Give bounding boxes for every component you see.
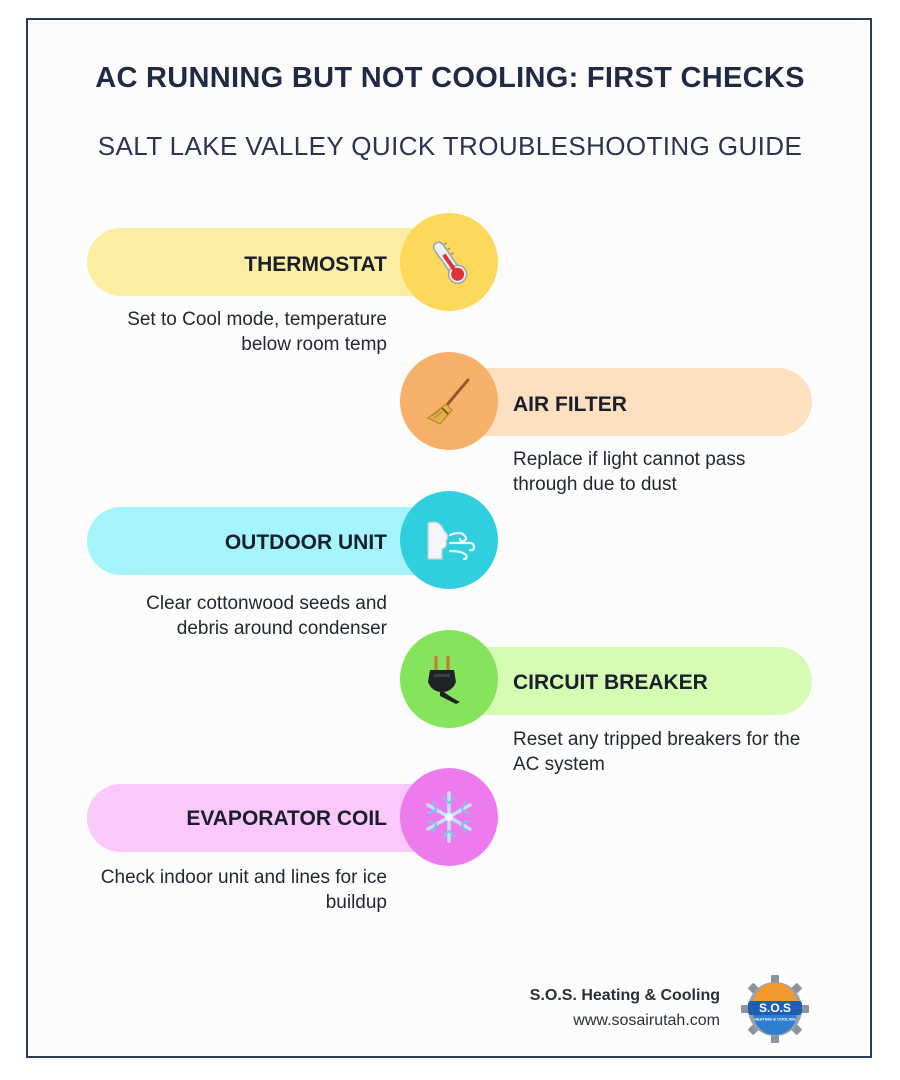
- snowflake-icon: [421, 789, 477, 845]
- svg-text:S.O.S: S.O.S: [758, 1001, 792, 1015]
- step-outdoor-unit-description: Clear cottonwood seeds and debris around condenser: [146, 593, 387, 639]
- svg-text:HEATING & COOLING: HEATING & COOLING: [754, 1016, 796, 1022]
- step-evaporator-coil-label: EVAPORATOR COIL: [186, 807, 387, 830]
- step-thermostat-circle: [400, 213, 498, 311]
- thermometer-icon: [422, 235, 476, 289]
- step-evaporator-coil-description: Check indoor unit and lines for ice buildup: [100, 867, 387, 913]
- step-air-filter-label: AIR FILTER: [513, 393, 627, 416]
- step-circuit-breaker-label: CIRCUIT BREAKER: [513, 671, 708, 694]
- step-thermostat-label: THERMOSTAT: [244, 253, 387, 276]
- step-thermostat-description: Set to Cool mode, temperature below room temp: [127, 309, 387, 355]
- step-outdoor-unit-label: OUTDOOR UNIT: [224, 531, 387, 554]
- step-outdoor-unit-circle: [400, 491, 498, 589]
- page-title: AC RUNNING BUT NOT COOLING: FIRST CHECKS: [95, 62, 805, 94]
- step-air-filter-description: Replace if light cannot pass through due to dust: [513, 449, 746, 495]
- step-circuit-breaker-description: Reset any tripped breakers for the AC system: [513, 729, 801, 775]
- footer-website-link[interactable]: www.sosairutah.com: [573, 1012, 720, 1029]
- broom-icon: [422, 374, 476, 428]
- wind-face-icon: [420, 513, 478, 567]
- step-evaporator-coil-circle: [400, 768, 498, 866]
- step-air-filter-circle: [400, 352, 498, 450]
- footer-company-name: S.O.S. Heating & Cooling: [529, 987, 720, 1004]
- page-subtitle: SALT LAKE VALLEY QUICK TROUBLESHOOTING GUIDE: [97, 131, 803, 161]
- company-logo: [741, 975, 809, 1043]
- electric-plug-icon: [422, 652, 476, 706]
- step-circuit-breaker-circle: [400, 630, 498, 728]
